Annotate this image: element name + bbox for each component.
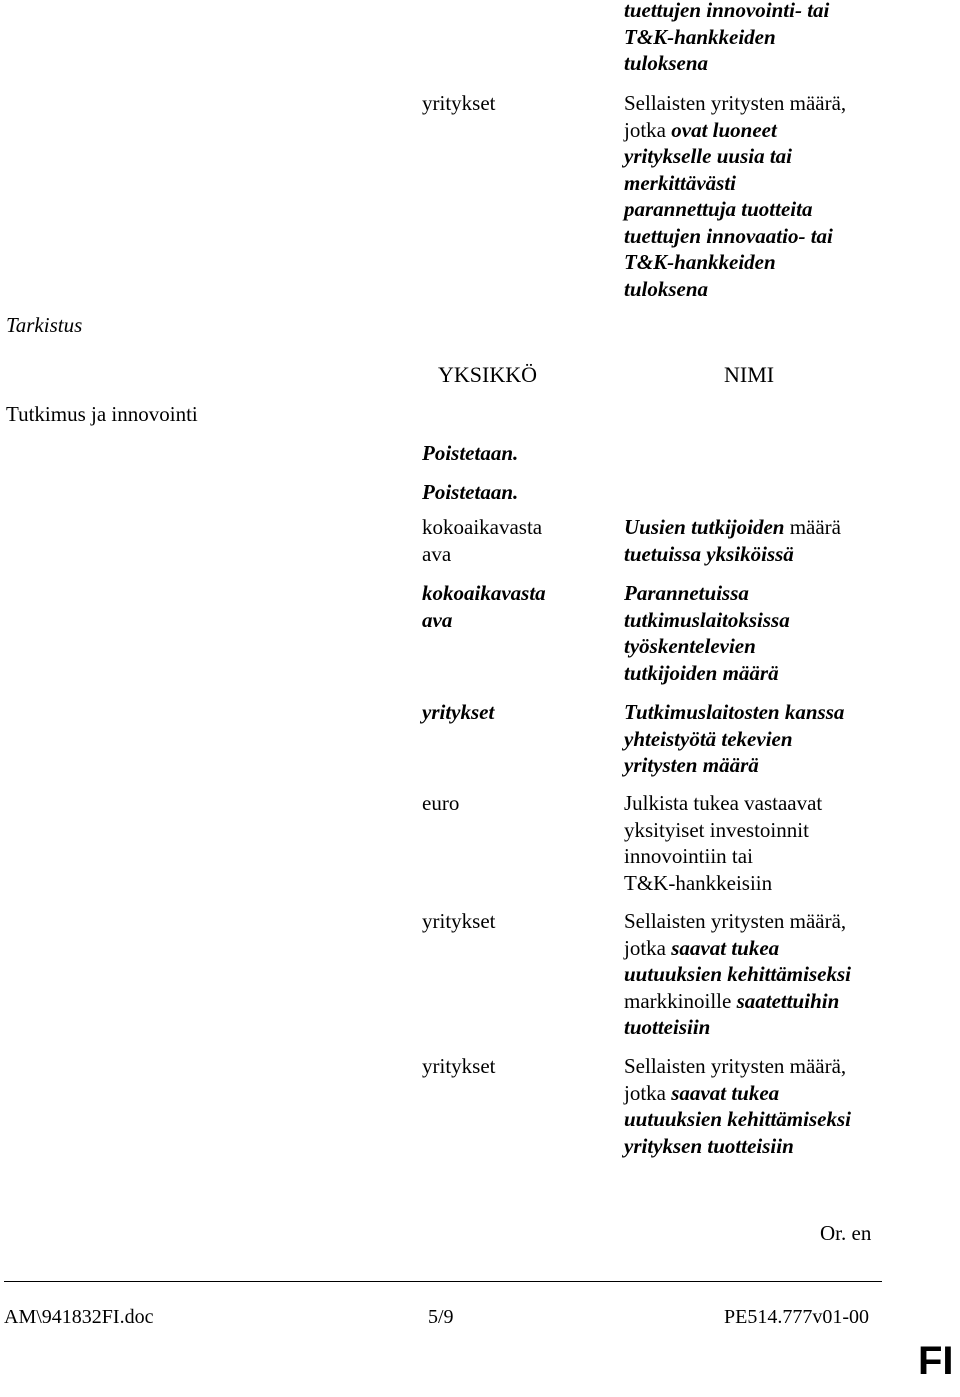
text-line: parannettuja tuotteita xyxy=(624,197,813,221)
text-line: yhteistyötä tekevien xyxy=(624,726,793,751)
text-line: uutuuksien kehittämiseksi xyxy=(624,1107,851,1131)
text-line xyxy=(624,514,924,541)
text-line xyxy=(624,1080,924,1107)
row1-name xyxy=(624,90,924,302)
text-line: Sellaisten yritysten määrä, xyxy=(624,909,847,933)
original-language: Or. en xyxy=(820,1221,872,1245)
text-line: kokoaikavasta xyxy=(422,581,546,605)
deleted-marker: Poistetaan. xyxy=(422,480,519,504)
text-line: T&K-hankkeiden xyxy=(624,250,776,274)
amended-text: Uusien tutkijoiden xyxy=(624,515,785,539)
name-column-header: NIMI xyxy=(724,362,775,387)
plain-text: jotka xyxy=(624,117,672,142)
text-line: Parannetuissa xyxy=(624,581,749,605)
text-line: tuettujen innovaatio- tai xyxy=(624,223,833,248)
amended-text: saavat tukea xyxy=(671,935,780,960)
text-line: T&K-hankkeisiin xyxy=(624,870,773,895)
text-line: Sellaisten yritysten määrä, xyxy=(624,91,847,115)
text-line: Tutkimuslaitosten kanssa xyxy=(624,700,845,724)
text-line: tuettujen innovointi- tai xyxy=(624,0,830,22)
text-line: Julkista tukea vastaavat xyxy=(624,791,823,815)
amended-text: saavat tukea xyxy=(671,1080,780,1105)
row-name xyxy=(624,908,924,1041)
row-unit: euro xyxy=(422,791,460,815)
plain-text: jotka xyxy=(624,935,672,960)
text-line: tuloksena xyxy=(624,276,709,301)
text-line: tutkimuslaitoksissa xyxy=(624,607,790,632)
row-name xyxy=(624,790,924,896)
text-line: yritykselle uusia tai xyxy=(624,144,792,168)
footer-pe-ref: PE514.777v01-00 xyxy=(724,1306,869,1328)
row-unit xyxy=(422,514,602,567)
text-line: ava xyxy=(422,607,453,632)
row-name xyxy=(624,514,924,567)
footer-page-number: 5/9 xyxy=(428,1306,454,1328)
amended-text: saatettuihin xyxy=(736,988,840,1013)
language-mark: FI xyxy=(918,1339,954,1383)
row-name xyxy=(624,1053,924,1159)
text-line xyxy=(624,935,924,962)
text-line xyxy=(624,988,924,1015)
text-line: tuloksena xyxy=(624,51,709,75)
amended-text: ovat luoneet xyxy=(671,117,777,142)
footer-rule xyxy=(4,1281,882,1282)
plain-text: jotka xyxy=(624,1080,672,1105)
topic-label: Tutkimus ja innovointi xyxy=(6,402,198,426)
row-unit xyxy=(422,580,602,633)
text-line: T&K-hankkeiden xyxy=(624,24,776,49)
text-line: innovointiin tai xyxy=(624,844,753,868)
row-unit: yritykset xyxy=(422,909,496,933)
text-line: uutuuksien kehittämiseksi xyxy=(624,962,851,986)
text-line: työskentelevien xyxy=(624,634,756,658)
text-line: tuotteisiin xyxy=(624,1015,711,1039)
plain-text: markkinoille xyxy=(624,988,737,1013)
text-line: merkittävästi xyxy=(624,170,736,195)
text-line: kokoaikavasta xyxy=(422,515,543,539)
text-line: Sellaisten yritysten määrä, xyxy=(624,1054,847,1078)
continuation-text xyxy=(624,0,924,77)
tarkistus-label: Tarkistus xyxy=(6,313,83,337)
deleted-marker: Poistetaan. xyxy=(422,441,519,465)
unit-column-header: YKSIKKÖ xyxy=(438,362,537,387)
text-line: yksityiset investoinnit xyxy=(624,817,809,842)
row-name xyxy=(624,580,924,686)
text-line: yritysten määrä xyxy=(624,753,759,777)
row1-unit: yritykset xyxy=(422,91,496,115)
footer-doc-ref: AM\941832FI.doc xyxy=(4,1306,154,1328)
text-line: ava xyxy=(422,541,452,566)
text-line: tuetuissa yksiköissä xyxy=(624,541,794,566)
row-unit: yritykset xyxy=(422,700,495,724)
text-line: tutkijoiden määrä xyxy=(624,660,779,685)
text-line xyxy=(624,117,924,144)
plain-text: määrä xyxy=(784,515,841,539)
text-line: yrityksen tuotteisiin xyxy=(624,1133,794,1158)
row-unit: yritykset xyxy=(422,1054,496,1078)
row-name xyxy=(624,699,924,779)
